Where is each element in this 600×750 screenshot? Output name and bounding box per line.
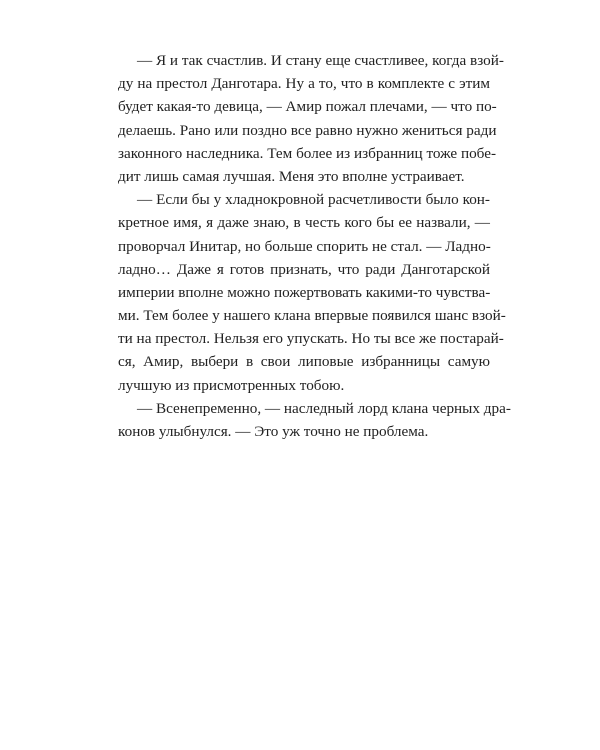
paragraph-1 [118, 49, 504, 188]
paragraph-2 [118, 188, 506, 397]
text-line: законного наследника. Тем более из избранниц тоже побе- [118, 144, 497, 162]
text-line: делаешь. Рано или поздно все равно нужно жениться ради [118, 121, 497, 139]
text-line: кретное имя, я даже знаю, в честь кого бы ее назвали, — [118, 214, 490, 232]
text-line: ти на престол. Нельзя его упускать. Но ты все же постарай- [118, 330, 504, 348]
text-line: империи вполне можно пожертвовать какими-то чувства- [118, 283, 491, 301]
text-line: ми. Тем более у нашего клана впервые появился шанс взой- [118, 307, 506, 325]
text-line: конов улыбнулся. — Это уж точно не проблема. [118, 423, 429, 440]
text-line: — Всенепременно, — наследный лорд клана черных дра- [137, 399, 511, 417]
text-line: лучшую из присмотренных тобою. [118, 376, 345, 394]
text-line: ладно… Даже я готов признать, что ради Данготарской [118, 260, 490, 278]
text-line: ду на престол Данготара. Ну а то, что в комплекте с этим [118, 75, 490, 93]
text-line: ся, Амир, выбери в свои липовые избранницы самую [118, 353, 490, 371]
text-line: проворчал Инитар, но больше спорить не стал. — Ладно- [118, 237, 491, 255]
text-line: — Я и так счастлив. И стану еще счастливее, когда взой- [137, 52, 504, 69]
text-line: — Если бы у хладнокровной расчетливости было кон- [137, 191, 490, 209]
paragraph-3 [118, 397, 511, 443]
text-line: будет какая-то девица, — Амир пожал плечами, — что по- [118, 98, 497, 116]
text-block [118, 49, 511, 443]
text-line: дит лишь самая лучшая. Меня это вполне устраивает. [118, 167, 465, 185]
